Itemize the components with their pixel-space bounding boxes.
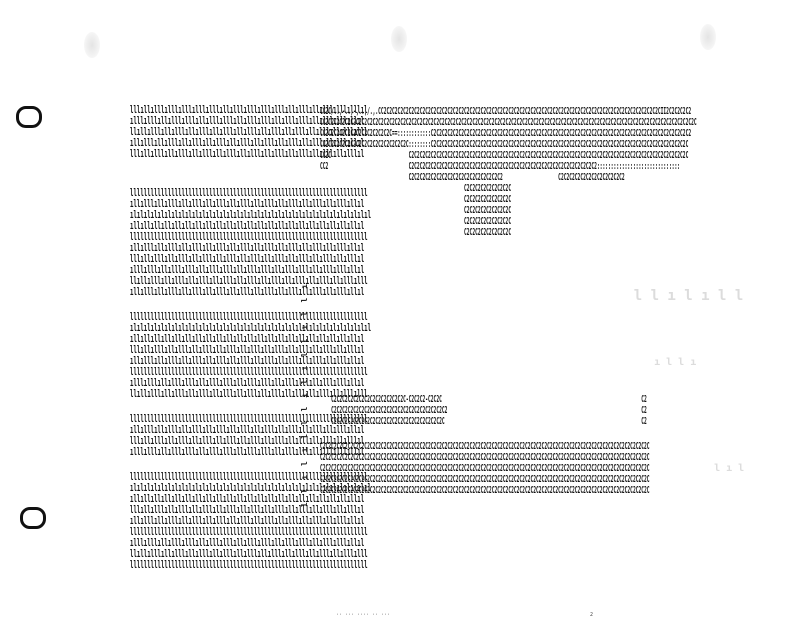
text-line: C2C2C2C2C2C2C2C2C2C2C2C2C2C-C2C2C2-C2C2C C2 <box>320 394 647 405</box>
text-line: ıllılllıllılllıllılllıllılllıllılllıllılllıllılllıllılllıllılllıllıl <box>130 241 365 254</box>
text-line: lllllllllllllllllllllllllllllllllllllllllllllllllllllllllllllllllllll <box>130 365 368 378</box>
middle-top-lines <box>320 106 697 238</box>
text-line: CC2C2C2C2C2C2C2C2C2C2C2C2C2C2C2C::::::::C2C2C2C2C2C2C2C2C2C2C2C2C2C2C2C2C2C2C2C2C2C2C2C2C2C2C2C2C2C2C2C2C2C2C2C2C2C2C2C2C2C2C2C2C2C2C <box>320 139 689 150</box>
middle-table-top <box>320 106 697 276</box>
page-footer-left: ·· ··· ···· ·· ··· <box>336 612 391 618</box>
text-line: ılılılılılılılılılılılılılılılılılılılılılılılılılılılılılılılılılılıl <box>130 208 372 221</box>
text-line: lllllllllllllllllllllllllllllllllllllllllllllllllllllllllllllllllllll <box>130 558 368 571</box>
text-line: C2C2C2C2C2C2C2C2C <box>320 183 512 194</box>
text-line: lllllllllllllllllllllllllllllllllllllllllllllllllllllllllllllllllllll <box>130 310 368 323</box>
middle-bottom-lines <box>320 394 650 496</box>
text-line: ıllılllıllılllıllılllıllılllıllılllıllılllıllılllıllılllıllılllıllıl <box>130 136 365 149</box>
bleed-through-text-3: l ı l <box>714 463 745 474</box>
text-line: CC2C/..,-..,-,..,/.,.CC2C2C2C2C2C2C2C2C2C2C2C2C2C2C2C2C2C2C2C2C2C2C2C2C2C2C2C2C2C2C2C2C2C2C2C2C2C2C2C2C2C2C2C2C2C2C2C2C2C2CII2C2C2C2C2 <box>320 106 692 117</box>
text-line: ılllılllıllılllılllıllılllılllıllılllılllıllılllılllıllılllılllıllıl <box>130 263 365 276</box>
punch-hole-left <box>84 32 100 58</box>
text-line: CC2C C2C2C2C2C2C2C2C2C2C2C2C2C2C2C2C2C2C2C2C2C2C2C2C2C2C2C2C2C2C2C2C2C2C2C2C2C2C2C2C2C2C2C2C2C2C2C2C2C2C2C <box>320 150 689 161</box>
text-line: ıllıllıllıllıllıllıllıllıllıllıllıllıllıllıllıllıllıllıllıllıllıllıl <box>130 332 365 345</box>
vertical-margin-marks <box>300 282 312 507</box>
text-line: C2C2C2C2C2C2C2C2C2C2C2C2C2C2C2C2C2C2C2C2C2C2C2C2C2C2C2C2C2C2C2C2C2C2C2C2C2C2C2C2C2C2C2C2C2C2C2C2C2C2C2C2C2C2C2C2C2C2C2C <box>320 463 650 474</box>
text-line: ıllıllıllıllıllıllıllıllıllıllıllıllıllıllıllıllıllıllıllıllıllıllıl <box>130 219 365 232</box>
text-line: ılllılllıllılllılllıllılllılllıllılllılllıllılllılllıllılllılllıllıl <box>130 114 365 127</box>
vertical-margin-text: l l ı l ı l l l ı l ı l l ı l l ı <box>300 282 309 507</box>
text-line: C2C2C2C2C2C2C2C2C <box>320 194 512 205</box>
line-gap <box>130 399 272 413</box>
binder-ring-icon-bottom <box>20 507 46 529</box>
text-line: llıllılllıllılllıllılllıllılllıllılllıllılllıllılllıllılllıllılllılll <box>130 547 368 560</box>
text-line: CC2C2C2C2C2C2C2C2C2C2C2C2C==::::::::::::C2C2C2C2C2C2C2C2C2C2C2C2C2C2C2C2C2C2C2C2C2C2C2C2C2C2C2C2C2C2C2C2C2C2C2C2C2C2C2C2C2C2C2C2C2C2C2 <box>320 128 692 139</box>
text-line: C2C2C2C2C2C2C2C2C2C2C2C2C2C2C2C2C2 C2C2C2C2C2C2C2C2C2C2C2C2 <box>320 172 625 183</box>
text-line: ılılılılılılılılılılılılılılılılılılılılılılılılılılılılılılılılılılıl <box>130 321 372 334</box>
text-line: lllıllılllıllılllıllılllıllılllıllılllıllılllıllılllıllılllıllılllıl <box>130 252 365 265</box>
text-line: CC2C2C2C2C2C2C2C2C2C2C2C2C2C2C2C2C2C2C2C2C2C2C2C2C2C2C2C2C2C2C2C2C2C2C2C2C2C2C2C2C2C2C2C2C2C2C2C2C2C2C2C2C2C2C2C2C2C2C2C2C2C2C2C2C2C2C2C <box>320 117 697 128</box>
text-line: lllıllılllıllılllıllılllıllılllıllılllıllılllıllılllıllılllıllılllıl <box>130 434 365 447</box>
text-line: llıllılllıllılllıllılllıllılllıllılllıllılllıllılllıllılllıllılllılll <box>130 387 368 400</box>
text-line: ılılılılılılılılılılılılılılılılılılılılılılılılılılılılılılılılılılıl <box>130 481 372 494</box>
line-gap <box>130 457 272 471</box>
text-line: ıllıllıllıllıllıllıllıllıllıllıllıllıllıllıllıllıllıllıllıllıllıllıl <box>130 492 365 505</box>
text-line: C2C2C2C2C2C2C2C2C2C2C2C2C2C2C2C2C2C2C2C2C C2 <box>320 416 647 427</box>
text-line: ıllılllıllılllıllılllıllılllıllılllıllılllıllılllıllılllıllılllıllıl <box>130 354 365 367</box>
line-gap <box>130 159 272 187</box>
bleed-through-text-2: ı l l ı <box>654 357 697 368</box>
bleed-through-text-1: l l ı l ı l l <box>633 288 744 304</box>
text-line: lllllllllllllllllllllllllllllllllllllllllllllllllllllllllllllllllllll <box>130 230 368 243</box>
text-line: ıllılllıllılllıllılllıllılllıllılllıllılllıllılllıllılllıllılllıllıl <box>130 285 365 298</box>
text-line: lllıllılllıllılllıllılllıllılllıllılllıllılllıllılllıllılllıllılllıl <box>130 147 365 160</box>
text-line: ıllılllıllılllıllılllıllılllıllılllıllılllıllılllıllılllıllılllıllıl <box>130 197 365 210</box>
text-line: CC2 C2C2C2C2C2C2C2C2C2C2C2C2C2C2C2C2C2C2C2C2C2C2C2C2C2C2C2C2C2C2C2C2C2C2:::::::::::::::::::::::::::::: <box>320 161 681 172</box>
text-line: C2C2C2C2C2C2C2C2C <box>320 205 512 216</box>
text-line: llıllılllıllılllıllılllıllılllıllılllıllılllıllılllıllılllıllılllılll <box>130 125 368 138</box>
text-line: C2C2C2C2C2C2C2C2C2C2C2C2C2C2C2C2C2C2C2C2C2 C2 <box>320 405 647 416</box>
text-line: llıllılllıllılllıllılllıllılllıllılllıllılllıllılllıllılllıllılllılll <box>130 274 368 287</box>
text-line: lllllllllllllllllllllllllllllllllllllllllllllllllllllllllllllllllllll <box>130 412 368 425</box>
page-number: 2 <box>590 612 594 618</box>
line-gap <box>130 297 272 311</box>
text-line: lllıllılllıllılllıllılllıllılllıllılllıllılllıllılllıllılllıllılllıl <box>130 503 365 516</box>
binder-ring-icon-top <box>16 106 42 128</box>
line-gap <box>320 427 598 441</box>
text-line: lllllllllllllllllllllllllllllllllllllllllllllllllllllllllllllllllllll <box>130 186 368 199</box>
text-line: C2C2C2C2C2C2C2C2C2C2C2C2C2C2C2C2C2C2C2C2C2C2C2C2C2C2C2C2C2C2C2C2C2C2C2C2C2C2C2C2C2C2C2C2C2C2C2C2C2C2C2C2C2C2C2C2C2C2C2C <box>320 441 650 452</box>
text-line: C2C2C2C2C2C2C2C2C <box>320 227 512 238</box>
text-line: lllllllllllllllllllllllllllllllllllllllllllllllllllllllllllllllllllll <box>130 470 368 483</box>
text-line: lllıllılllılllılllılllılllıllılllılllılllılllıllılllıllılllılllılllıl <box>130 103 368 116</box>
text-line: C2C2C2C2C2C2C2C2C2C2C2C2C2C2C2C2C2C2C2C2C2C2C2C2C2C2C2C2C2C2C2C2C2C2C2C2C2C2C2C2C2C2C2C2C2C2C2C2C2C2C2C2C2C2C2C2C2C2C2C <box>320 485 650 496</box>
punch-hole-center <box>391 26 407 52</box>
text-line: ılllılllıllılllılllıllılllılllıllılllılllıllılllılllıllılllılllıllıl <box>130 536 365 549</box>
text-line: C2C2C2C2C2C2C2C2C <box>320 216 512 227</box>
middle-table-bottom <box>320 394 650 534</box>
text-line: ıllılllıllılllıllılllıllılllıllılllıllılllıllılllıllılllıllılllıllıl <box>130 514 365 527</box>
punch-hole-right <box>700 24 716 50</box>
text-line: C2C2C2C2C2C2C2C2C2C2C2C2C2C2C2C2C2C2C2C2C2C2C2C2C2C2C2C2C2C2C2C2C2C2C2C2C2C2C2C2C2C2C2C2C2C2C2C2C2C2C2C2C2C2C2C2C2C2C2C <box>320 474 650 485</box>
text-line: ıllılllıllılllıllılllıllılllıllılllıllılllıllılllıllılllıllılllıllıl <box>130 423 365 436</box>
text-line: ılllılllıllılllılllıllılllılllıllılllılllıllılllılllıllılllılllıllıl <box>130 445 365 458</box>
text-line: ılllılllıllılllılllıllılllılllıllılllılllıllılllılllıllılllılllıllıl <box>130 376 365 389</box>
text-line: C2C2C2C2C2C2C2C2C2C2C2C2C2C2C2C2C2C2C2C2C2C2C2C2C2C2C2C2C2C2C2C2C2C2C2C2C2C2C2C2C2C2C2C2C2C2C2C2C2C2C2C2C2C2C2C2C2C2C2C <box>320 452 650 463</box>
text-line: lllllllllllllllllllllllllllllllllllllllllllllllllllllllllllllllllllll <box>130 525 368 538</box>
text-line: lllıllılllıllılllıllılllıllılllıllılllıllılllıllılllıllılllıllılllıl <box>130 343 365 356</box>
